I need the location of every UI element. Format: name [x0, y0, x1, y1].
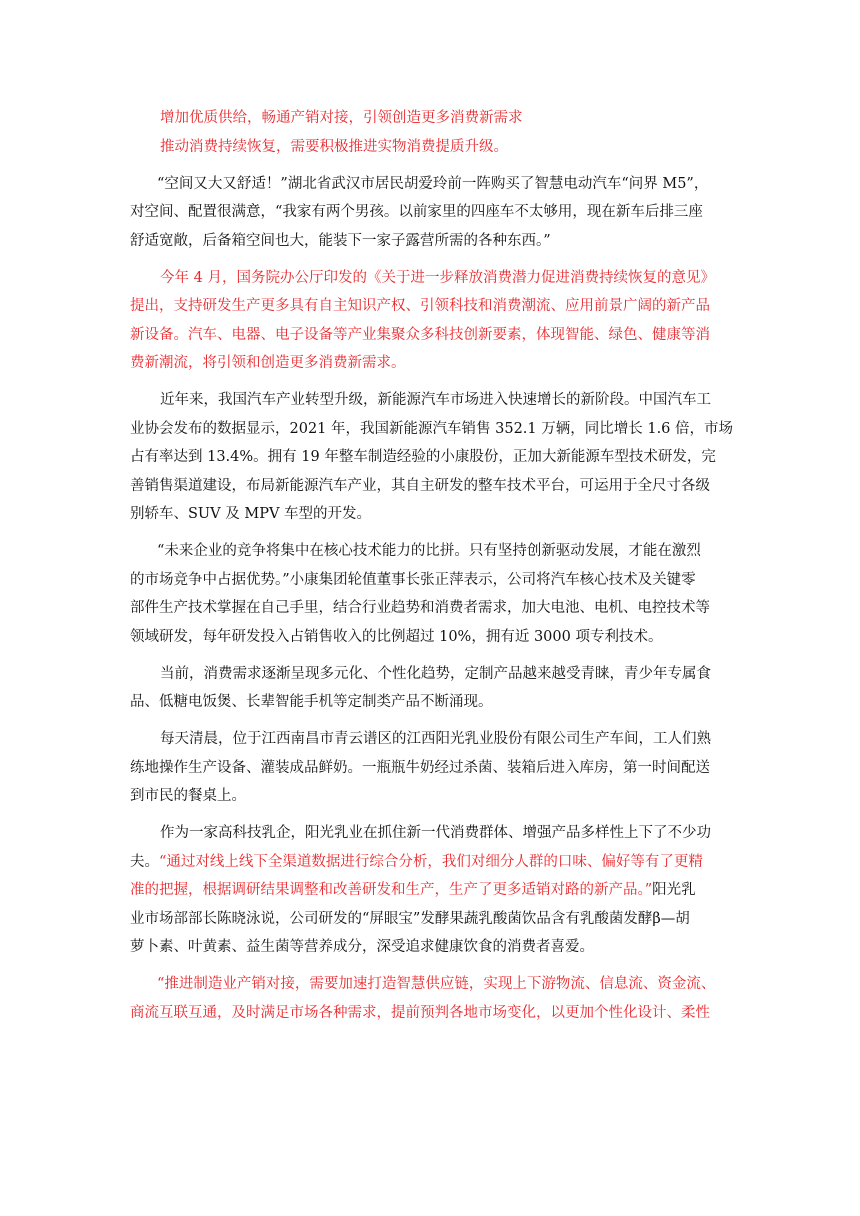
- paragraph-3: 近年来，我国汽车产业转型升级，新能源汽车市场进入快速增长的新阶段。中国汽车工 业协会发布的数据显示，2021 年，我国新能源汽车销售 352.1 万辆，同比增长 1.6 倍，市场 占有率达到 13.4%。拥有 19 年整车制造经验的小康股份，正加大新能源车型技术研发，完 善销售渠道建设，布局新能源汽车产业，其自主研发的整车技术平台，可运用于全尺寸各级 别轿车、SUV 及 MPV 车型的开发。: [130, 392, 734, 522]
- paragraph-5: 当前，消费需求逐渐呈现多元化、个性化趋势，定制产品越来越受青睐，青少年专属食 品、低糖电饭煲、长辈智能手机等定制类产品不断涌现。: [130, 665, 711, 710]
- paragraph-2: 今年 4 月，国务院办公厅印发的《关于进一步释放消费潜力促进消费持续恢复的意见》 提出，支持研发生产更多具有自主知识产权、引领科技和消费潮流、应用前景广阔的新产品 新设备。汽车、电器、电子设备等产业集聚众多科技创新要素，体现智能、绿色、健康等消 费新潮流，将引领和创造更多消费新需求。: [130, 269, 715, 371]
- quote-highlight: 准的把握，根据调研结果调整和改善研发和生产，生产了更多适销对路的新产品。”: [130, 882, 653, 898]
- article-body: [130, 104, 742, 1027]
- headline-2: 推动消费持续恢复，需要积极推进实物消费提质升级。: [160, 138, 508, 155]
- paragraph-4: “未来企业的竞争将集中在核心技术能力的比拼。只有坚持创新驱动发展，才能在激烈 的市场竞争中占据优势。”小康集团轮值董事长张正萍表示，公司将汽车核心技术及关键零 部件生产技术掌握在自己手里，结合行业趋势和消费者需求，加大电池、电机、电控技术等 领域研发，每年研发投入占销售收入的比例超过 10%，拥有近 3000 项专利技术。: [130, 543, 710, 645]
- paragraph-7: 作为一家高科技乳企，阳光乳业在抓住新一代消费群体、增强产品多样性上下了不少功 夫。“通过对线上线下全渠道数据进行综合分析，我们对细分人群的口味、偏好等有了更精 准的把握，根据调研结果调整和改善研发和生产，生产了更多适销对路的新产品。”阳光乳 业市场部部长陈晓泳说，公司研发的“屏眼宝”发酵果蔬乳酸菌饮品含有乳酸菌发酵β—胡 萝卜素、叶黄素、益生菌等营养成分，深受追求健康饮食的消费者喜爱。: [130, 825, 711, 955]
- paragraph-1: “空间又大又舒适！”湖北省武汉市居民胡爱玲前一阵购买了智慧电动汽车“问界 M5”， 对空间、配置很满意，“我家有两个男孩。以前家里的四座车不太够用，现在新车后排三座 舒适宽敞，后备箱空间也大，能装下一家子露营所需的各种东西。”: [130, 175, 709, 249]
- headline-1: 增加优质供给，畅通产销对接，引领创造更多消费新需求: [160, 110, 523, 126]
- paragraph-8: “推进制造业产销对接，需要加速打造智慧供应链，实现上下游物流、信息流、资金流、 商流互联互通，及时满足市场各种需求，提前预判各地市场变化，以更加个性化设计、柔性: [130, 976, 716, 1021]
- paragraph-6: 每天清晨，位于江西南昌市青云谱区的江西阳光乳业股份有限公司生产车间，工人们熟 练地操作生产设备、灌装成品鲜奶。一瓶瓶牛奶经过杀菌、装箱后进入库房，第一时间配送 到市民的餐桌上。: [130, 731, 711, 804]
- quote-highlight: “通过对线上线下全渠道数据进行综合分析，我们对细分人群的口味、偏好等有了更精: [159, 853, 703, 870]
